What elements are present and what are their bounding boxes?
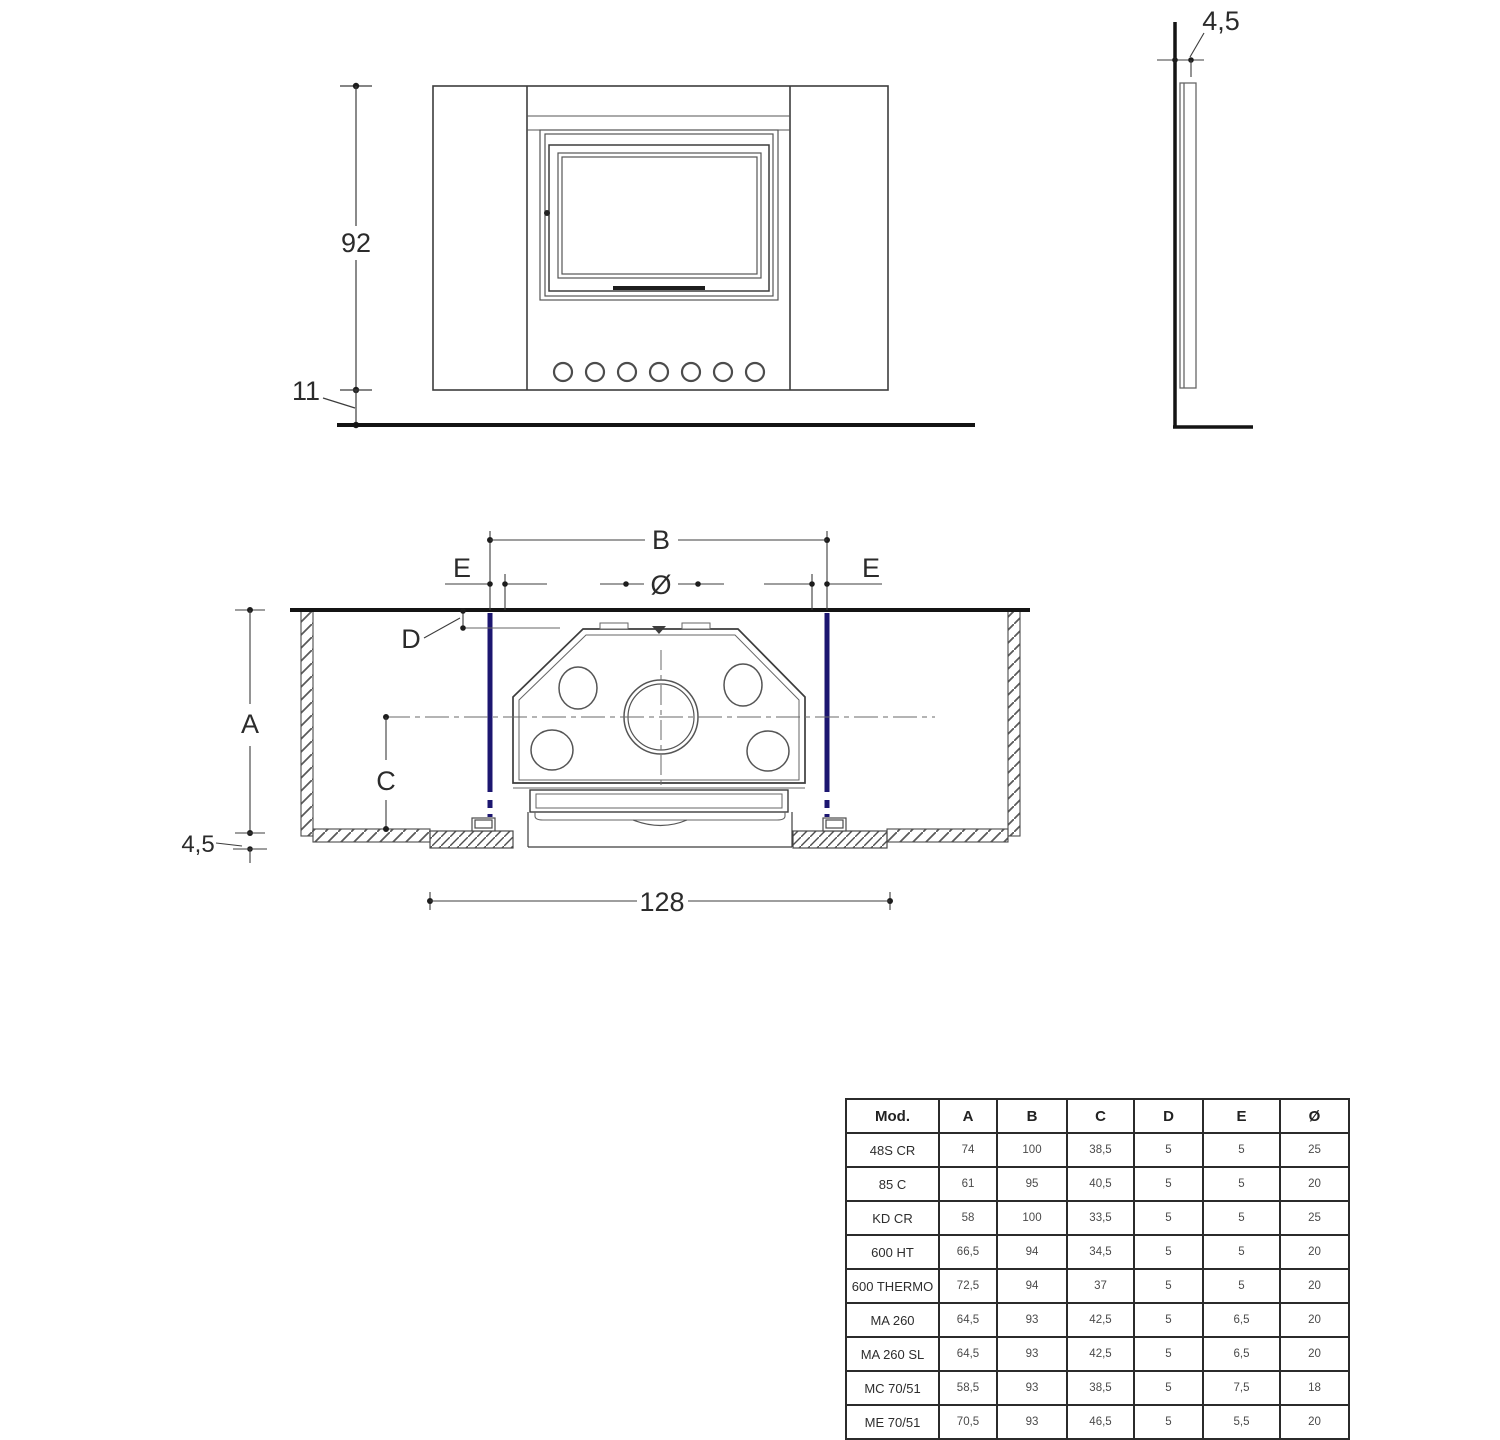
value-cell: 18 xyxy=(1280,1371,1349,1405)
value-cell: 94 xyxy=(997,1269,1067,1303)
front-view xyxy=(292,83,975,428)
value-cell: 93 xyxy=(997,1303,1067,1337)
value-cell: 38,5 xyxy=(1067,1133,1134,1167)
side-thickness-leader xyxy=(1190,33,1204,57)
value-cell: 93 xyxy=(997,1405,1067,1439)
value-cell: 6,5 xyxy=(1203,1303,1280,1337)
dimension-B-label: B xyxy=(651,525,671,555)
table-row xyxy=(846,1235,1349,1269)
front-plinth-label: 11 xyxy=(291,376,321,406)
front-height-label: 92 xyxy=(340,228,372,258)
door-handle-dot xyxy=(544,210,550,216)
value-cell: 72,5 xyxy=(939,1269,997,1303)
side-thickness-dimension xyxy=(1157,6,1240,77)
dimension-overall-width xyxy=(427,887,893,917)
value-cell: 64,5 xyxy=(939,1303,997,1337)
front-mantel xyxy=(433,86,888,390)
spec-table xyxy=(845,1098,1348,1440)
plan-view xyxy=(181,525,1030,917)
value-cell: 5 xyxy=(1134,1201,1203,1235)
front-plinth-dimension xyxy=(292,376,359,428)
value-cell: 100 xyxy=(997,1133,1067,1167)
value-cell: 64,5 xyxy=(939,1337,997,1371)
value-cell: 33,5 xyxy=(1067,1201,1134,1235)
dimension-A xyxy=(235,607,265,836)
value-cell: 100 xyxy=(997,1201,1067,1235)
value-cell: 5 xyxy=(1134,1303,1203,1337)
floor-band-left xyxy=(313,829,430,842)
value-cell: 94 xyxy=(997,1235,1067,1269)
value-cell: 37 xyxy=(1067,1269,1134,1303)
spec-table-header-0: Mod. xyxy=(846,1099,939,1133)
dimension-floor-thickness-label: 4,5 xyxy=(181,831,215,858)
value-cell: 5 xyxy=(1203,1133,1280,1167)
front-height-dimension xyxy=(340,83,372,393)
value-cell: 5 xyxy=(1134,1269,1203,1303)
dimension-C xyxy=(376,714,396,832)
value-cell: 25 xyxy=(1280,1133,1349,1167)
spec-table-header-2: B xyxy=(997,1099,1067,1133)
value-cell: 93 xyxy=(997,1337,1067,1371)
door-handle-arc xyxy=(633,820,687,826)
mounting-plates xyxy=(430,818,887,848)
plinth-leader-line xyxy=(323,398,355,408)
value-cell: 46,5 xyxy=(1067,1405,1134,1439)
value-cell: 70,5 xyxy=(939,1405,997,1439)
value-cell: 5 xyxy=(1203,1269,1280,1303)
model-dimensions-table xyxy=(845,1098,1350,1440)
table-row xyxy=(846,1167,1349,1201)
value-cell: 6,5 xyxy=(1203,1337,1280,1371)
value-cell: 42,5 xyxy=(1067,1303,1134,1337)
dimension-E-right xyxy=(764,553,882,610)
spec-table-header-6: Ø xyxy=(1280,1099,1349,1133)
table-row xyxy=(846,1337,1349,1371)
value-cell: 25 xyxy=(1280,1201,1349,1235)
side-view xyxy=(1157,6,1253,427)
model-cell: MA 260 xyxy=(846,1303,939,1337)
model-cell: ME 70/51 xyxy=(846,1405,939,1439)
dimension-overall-width-label: 128 xyxy=(639,887,685,917)
side-thickness-label: 4,5 xyxy=(1202,6,1240,36)
spec-table-body xyxy=(846,1133,1349,1439)
value-cell: 5 xyxy=(1203,1235,1280,1269)
dimension-E-left xyxy=(445,553,547,610)
value-cell: 5 xyxy=(1203,1201,1280,1235)
value-cell: 5,5 xyxy=(1203,1405,1280,1439)
value-cell: 95 xyxy=(997,1167,1067,1201)
value-cell: 5 xyxy=(1203,1167,1280,1201)
value-cell: 20 xyxy=(1280,1337,1349,1371)
model-cell: 600 HT xyxy=(846,1235,939,1269)
spec-table-header-5: E xyxy=(1203,1099,1280,1133)
value-cell: 20 xyxy=(1280,1405,1349,1439)
table-row xyxy=(846,1371,1349,1405)
value-cell: 7,5 xyxy=(1203,1371,1280,1405)
dimension-floor-thickness xyxy=(181,831,267,863)
value-cell: 74 xyxy=(939,1133,997,1167)
dimension-E-right-label: E xyxy=(861,553,881,583)
value-cell: 5 xyxy=(1134,1337,1203,1371)
table-row xyxy=(846,1201,1349,1235)
dimension-D-label: D xyxy=(401,624,421,654)
value-cell: 58 xyxy=(939,1201,997,1235)
dimension-D-leader xyxy=(424,618,460,638)
dimension-E-left-label: E xyxy=(452,553,472,583)
dimension-D xyxy=(401,608,560,654)
value-cell: 40,5 xyxy=(1067,1167,1134,1201)
side-panel-section xyxy=(1180,83,1196,388)
value-cell: 93 xyxy=(997,1371,1067,1405)
model-cell: 600 THERMO xyxy=(846,1269,939,1303)
value-cell: 42,5 xyxy=(1067,1337,1134,1371)
floor-thickness-leader xyxy=(216,843,242,846)
dimension-diameter xyxy=(600,570,724,600)
stove-body-top xyxy=(513,623,805,847)
model-cell: MC 70/51 xyxy=(846,1371,939,1405)
dimension-A-label: A xyxy=(240,709,260,739)
value-cell: 5 xyxy=(1134,1235,1203,1269)
value-cell: 20 xyxy=(1280,1303,1349,1337)
floor-band-right xyxy=(887,829,1008,842)
value-cell: 5 xyxy=(1134,1405,1203,1439)
value-cell: 34,5 xyxy=(1067,1235,1134,1269)
dimension-C-label: C xyxy=(376,766,396,796)
dimension-diameter-label: Ø xyxy=(650,570,672,600)
value-cell: 20 xyxy=(1280,1235,1349,1269)
table-row xyxy=(846,1133,1349,1167)
value-cell: 5 xyxy=(1134,1133,1203,1167)
spec-table-header-4: D xyxy=(1134,1099,1203,1133)
table-row xyxy=(846,1303,1349,1337)
model-cell: 85 C xyxy=(846,1167,939,1201)
value-cell: 5 xyxy=(1134,1371,1203,1405)
value-cell: 66,5 xyxy=(939,1235,997,1269)
value-cell: 5 xyxy=(1134,1167,1203,1201)
spec-table-head-row xyxy=(846,1099,1349,1133)
table-row xyxy=(846,1405,1349,1439)
value-cell: 58,5 xyxy=(939,1371,997,1405)
spec-table-header-3: C xyxy=(1067,1099,1134,1133)
spec-table-header-1: A xyxy=(939,1099,997,1133)
model-cell: MA 260 SL xyxy=(846,1337,939,1371)
value-cell: 61 xyxy=(939,1167,997,1201)
model-cell: 48S CR xyxy=(846,1133,939,1167)
value-cell: 38,5 xyxy=(1067,1371,1134,1405)
value-cell: 20 xyxy=(1280,1269,1349,1303)
table-row xyxy=(846,1269,1349,1303)
model-cell: KD CR xyxy=(846,1201,939,1235)
value-cell: 20 xyxy=(1280,1167,1349,1201)
